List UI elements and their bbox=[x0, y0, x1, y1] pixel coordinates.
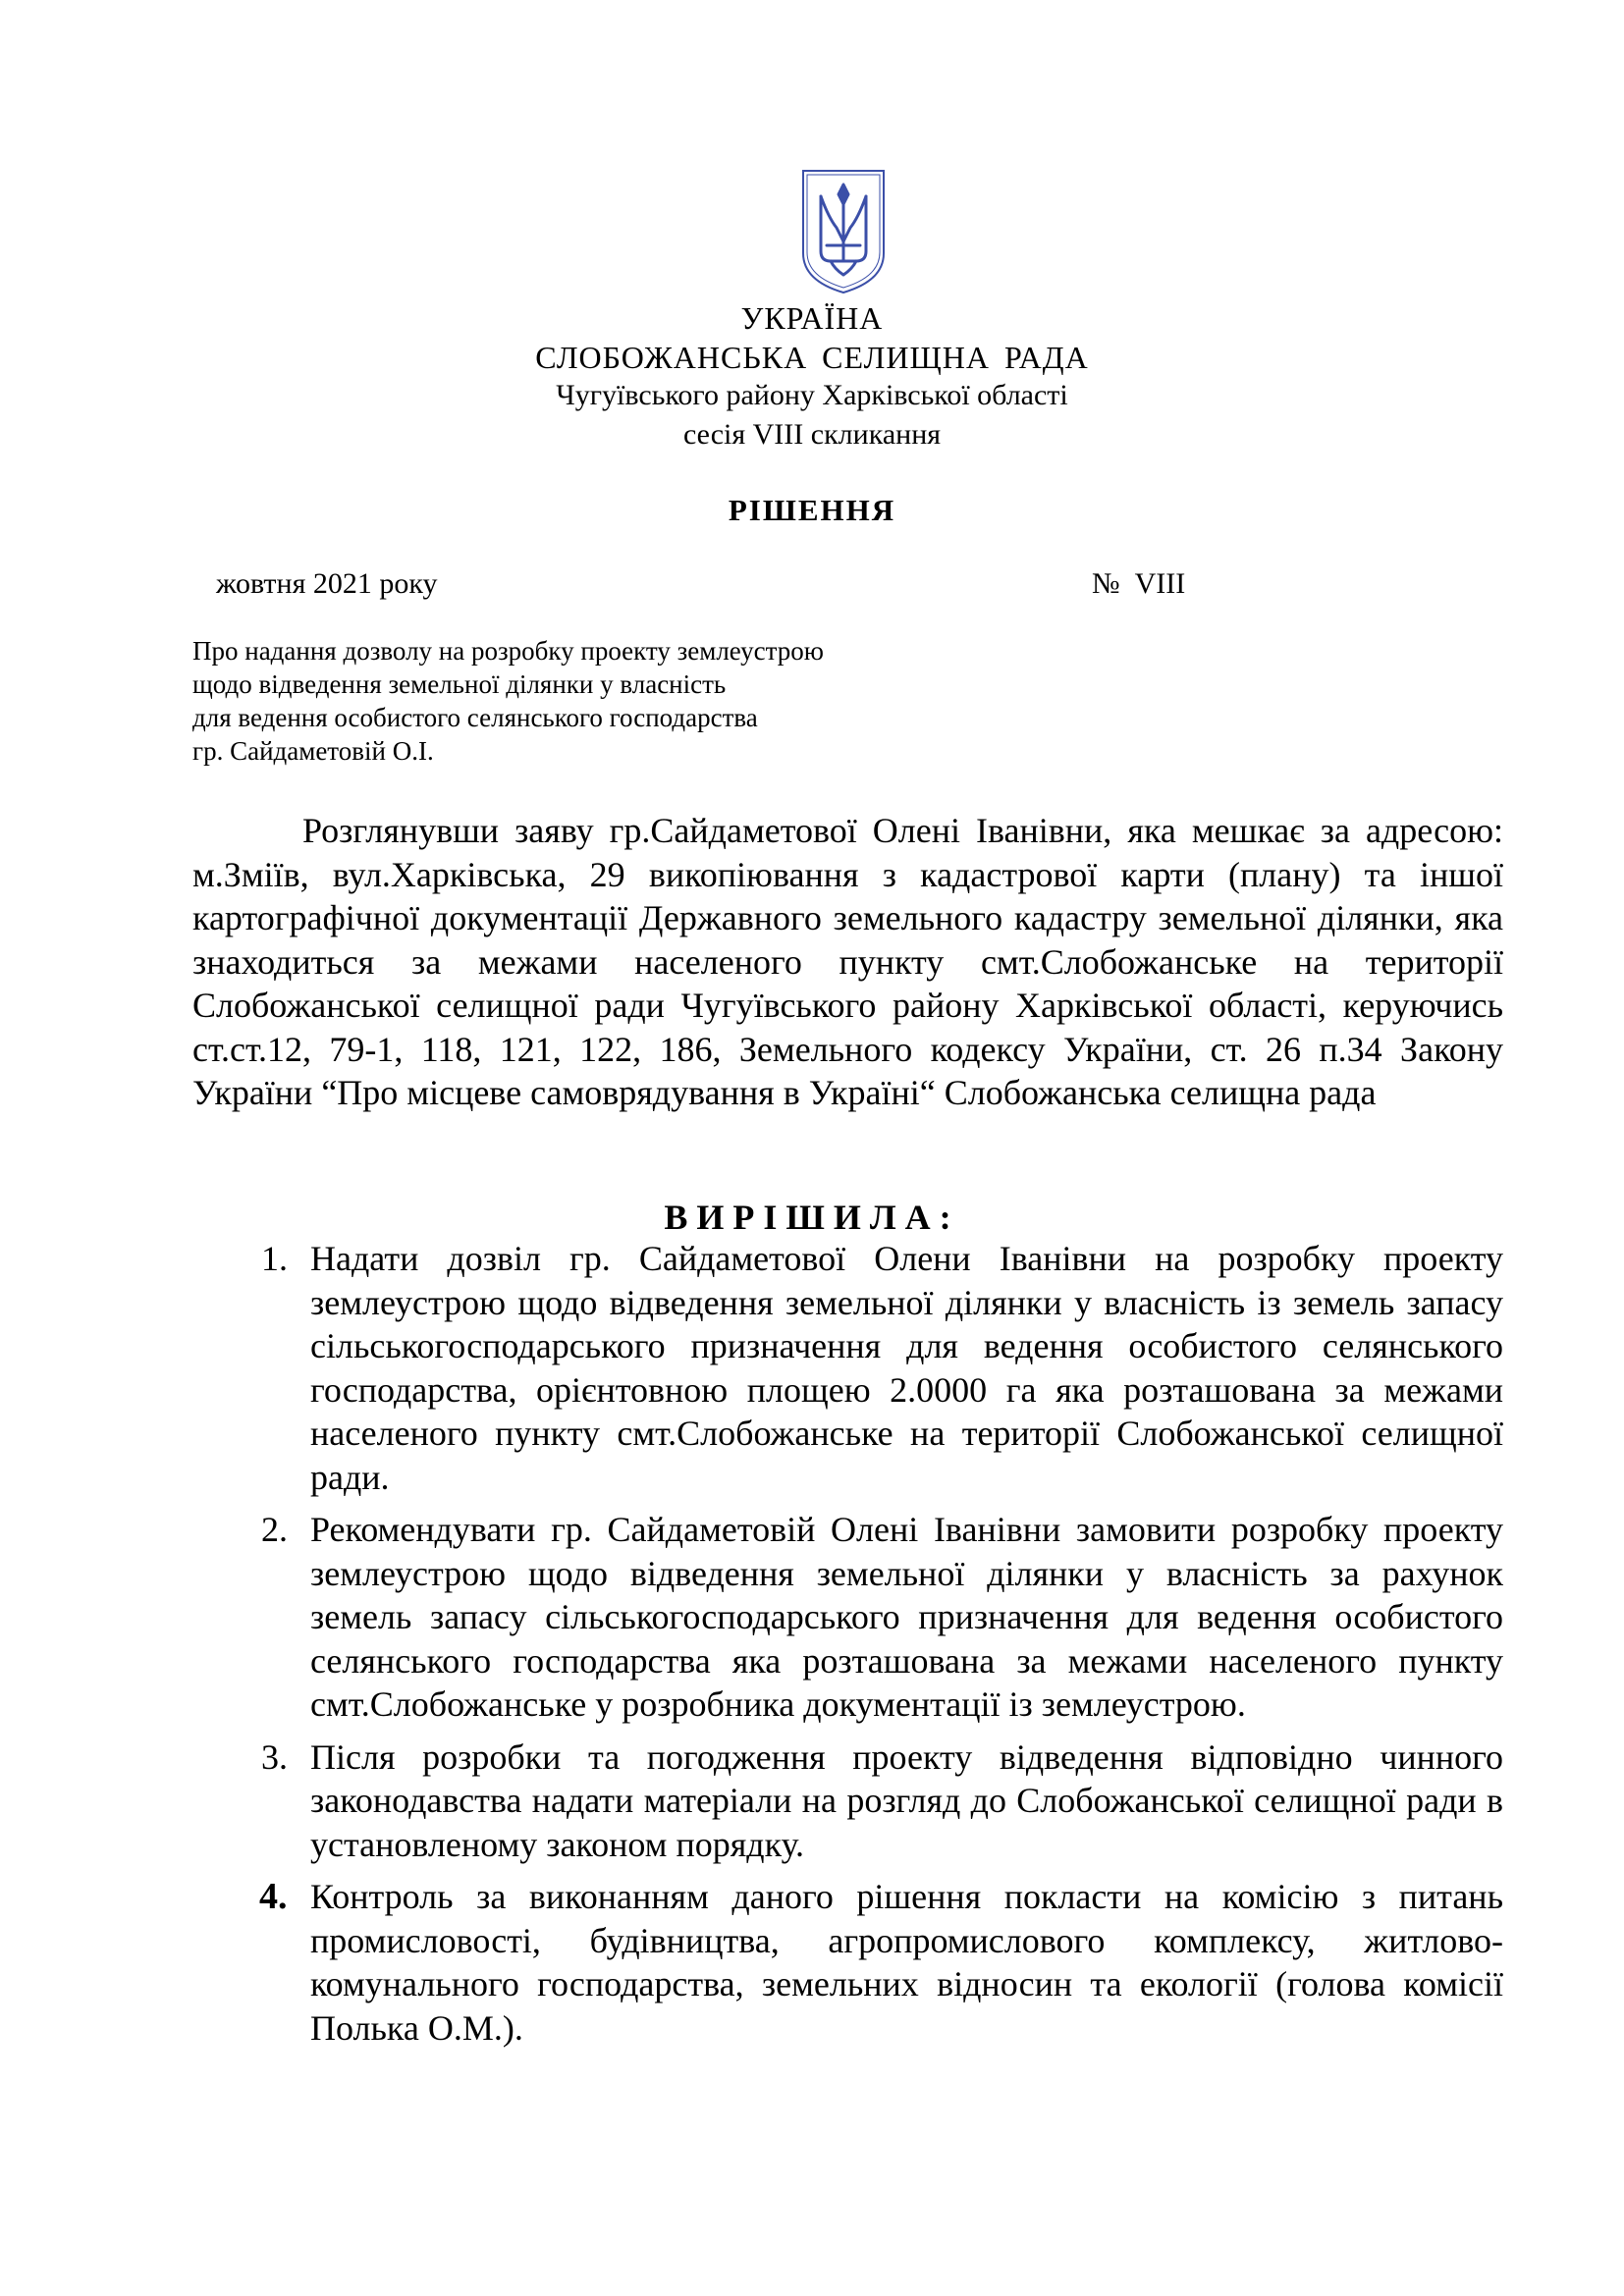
item-number: 4. bbox=[259, 1876, 288, 1917]
preamble-paragraph: Розглянувши заяву гр.Сайдаметової Олені Іванівни, яка мешкає за адресою: м.Зміїв, вул.Харківська, 29 викопіювання з кадастрової карти (плану) та іншої картографічної документації Державного земельного кадастру земельної ділянки, яка знаходиться за межами населеного пункту смт.Слобожанське на території Слобожанської селищної ради Чугуївського району Харківської області, керуючись ст.ст.12, 79-1, 118, 121, 122, 186, Земельного кодексу України, ст. 26 п.34 Закону України “Про місцеве самоврядування в Україні“ Слобожанська селищна рада bbox=[192, 811, 1503, 1112]
subject-line: для ведення особистого селянського господарства bbox=[192, 703, 758, 732]
subject-line: щодо відведення земельної ділянки у власність bbox=[192, 669, 727, 699]
document-number: № VIII bbox=[1092, 567, 1186, 600]
country-name: УКРАЇНА bbox=[740, 300, 884, 336]
item-number: 2. bbox=[261, 1510, 288, 1549]
council-name: СЛОБОЖАНСЬКА СЕЛИЩНА РАДА bbox=[535, 340, 1089, 375]
list-item bbox=[192, 1508, 1503, 1727]
item-number: 3. bbox=[261, 1736, 288, 1777]
decision-items-list bbox=[192, 1237, 1503, 2050]
item-text: Надати дозвіл гр. Сайдаметової Олени Іванівни на розробку проекту землеустрою щодо відведення земельної ділянки у власність із земель запасу сільськогосподарського призначення для ведення особистого селянського господарства, орієнтовною площею 2.0000 га яка розташована за межами населеного пункту смт.Слобожанське на території Слобожанської селищної ради. bbox=[310, 1239, 1503, 1497]
document-date: жовтня 2021 року bbox=[216, 567, 438, 600]
subject-line: гр. Сайдаметовій О.І. bbox=[192, 736, 434, 766]
item-text: Рекомендувати гр. Сайдаметовій Олені Іванівни замовити розробку проекту землеустрою щодо відведення земельної ділянки у власність за рахунок земель запасу сільськогосподарського призначення для ведення особистого селянського господарства яка розташована за межами населеного пункту смт.Слобожанське у розробника документації із землеустрою. bbox=[310, 1510, 1503, 1724]
item-text: Після розробки та погодження проекту відведення відповідно чинного законодавства надати матеріали на розгляд до Слобожанської селищної ради в установленому законом порядку. bbox=[310, 1736, 1503, 1864]
document-title: РІШЕННЯ bbox=[728, 493, 896, 527]
district-name: Чугуївського району Харківської області bbox=[556, 379, 1068, 411]
list-item bbox=[192, 1875, 1503, 2050]
item-text: Контроль за виконанням даного рішення покласти на комісію з питань промисловості, будівництва, агропромислового комплексу, житлово-комунального господарства, земельних відносин та екології (голова комісії Полька О.М.). bbox=[310, 1877, 1503, 2048]
list-item bbox=[192, 1735, 1503, 1867]
list-item bbox=[192, 1237, 1503, 1499]
decision-subject bbox=[192, 634, 824, 768]
session-info: сесія VIII скликання bbox=[682, 418, 942, 451]
item-number: 1. bbox=[261, 1239, 288, 1278]
subject-line: Про надання дозволу на розробку проекту землеустрою bbox=[192, 636, 824, 666]
decided-heading: ВИРІШИЛА: bbox=[664, 1198, 960, 1237]
trident-coat-of-arms-icon bbox=[799, 167, 888, 296]
